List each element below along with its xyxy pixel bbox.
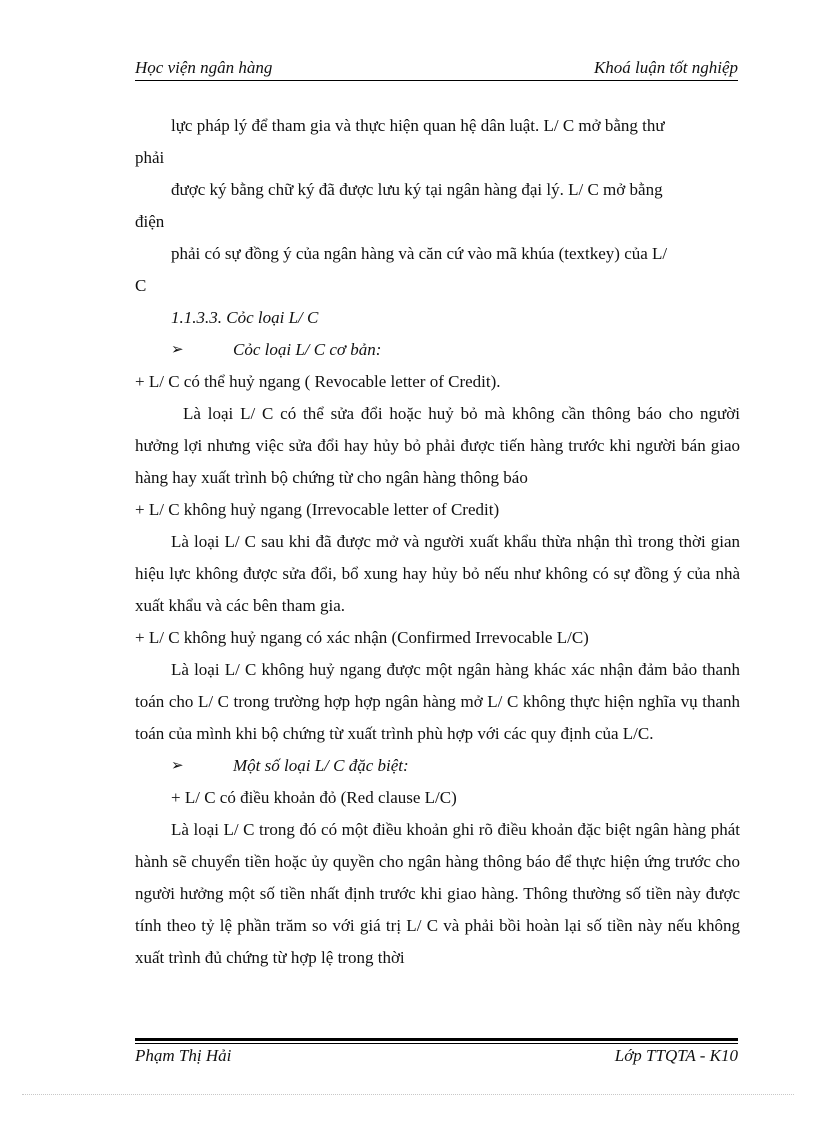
header-document-type: Khoá luận tốt nghiệp xyxy=(593,58,738,77)
footer-divider-thick xyxy=(135,1038,738,1041)
header-institution: Học viện ngân hàng xyxy=(135,58,273,77)
arrow-bullet-icon: ➢ xyxy=(171,758,184,774)
paragraph-continuation: phải xyxy=(135,148,165,167)
list-item-description: Là loại L/ C có thể sửa đổi hoặc huỷ bỏ mà không cần thông báo cho người hưởng lợi nhưng việc sửa đổi hay hủy bỏ phải được tiến hàng trước khi người bán giao hàng hay xuất trình bộ chứng từ cho ngân hàng thông báo xyxy=(135,404,740,487)
list-item-description: Là loại L/ C sau khi đã được mở và người xuất khẩu thừa nhận thì trong thời gian hiệu lực không được sửa đổi, bổ xung hay hủy bỏ nếu như không có sự đồng ý của nhà xuất khẩu và các bên tham gia. xyxy=(135,532,740,615)
paragraph-continuation: C xyxy=(135,276,147,295)
list-item-irrevocable: + L/ C không huỷ ngang (Irrevocable letter of Credit) xyxy=(135,500,500,519)
footer-class: Lớp TTQTA - K10 xyxy=(614,1046,738,1065)
arrow-bullet-icon: ➢ xyxy=(171,342,184,358)
header-divider xyxy=(135,80,738,81)
bullet-text: Một số loại L/ C đặc biệt: xyxy=(233,756,409,775)
paragraph: phải có sự đồng ý của ngân hàng và căn cứ vào mã khúa (textkey) của L/ xyxy=(171,244,668,263)
bullet-heading-basic xyxy=(135,334,740,366)
section-heading: 1.1.3.3. Cỏc loại L/ C xyxy=(171,308,319,327)
footer-author: Phạm Thị Hải xyxy=(135,1046,232,1065)
page-body xyxy=(135,110,740,974)
list-item-revocable: + L/ C có thể huỷ ngang ( Revocable letter of Credit). xyxy=(135,372,501,391)
footer-divider-thin xyxy=(135,1043,738,1044)
bullet-heading-special xyxy=(135,750,740,782)
paragraph: được ký bằng chữ ký đã được lưu ký tại ngân hàng đại lý. L/ C mở bằng xyxy=(171,180,663,199)
page-header xyxy=(135,58,738,80)
list-item-description: Là loại L/ C không huỷ ngang được một ngân hàng khác xác nhận đảm bảo thanh toán cho L/ C trong trường hợp hợp ngân hàng mở L/ C không thực hiện nghĩa vụ thanh toán của mình khi bộ chứng từ xuất trình phù hợp với các quy định của L/C. xyxy=(135,660,740,743)
list-item-description: Là loại L/ C trong đó có một điều khoản ghi rõ điều khoản đặc biệt ngân hàng phát hành sẽ chuyển tiền hoặc ủy quyền cho ngân hàng thông báo để thực hiện ứng trước cho người hưởng một số tiền nhất định trước khi giao hàng. Thông thường số tiền này được tính theo tỷ lệ phần trăm so với giá trị L/ C và phải bồi hoàn lại số tiền này nếu không xuất trình đủ chứng từ hợp lệ trong thời xyxy=(135,820,740,967)
list-item-confirmed: + L/ C không huỷ ngang có xác nhận (Confirmed Irrevocable L/C) xyxy=(135,628,589,647)
list-item-red-clause: + L/ C có điều khoản đỏ (Red clause L/C) xyxy=(171,788,457,807)
paragraph-continuation: điện xyxy=(135,212,165,231)
paragraph: lực pháp lý để tham gia và thực hiện quan hệ dân luật. L/ C mở bằng thư xyxy=(171,116,665,135)
page-footer xyxy=(135,1046,738,1068)
bullet-text: Cỏc loại L/ C cơ bản: xyxy=(233,340,382,359)
page-boundary xyxy=(22,1094,794,1095)
